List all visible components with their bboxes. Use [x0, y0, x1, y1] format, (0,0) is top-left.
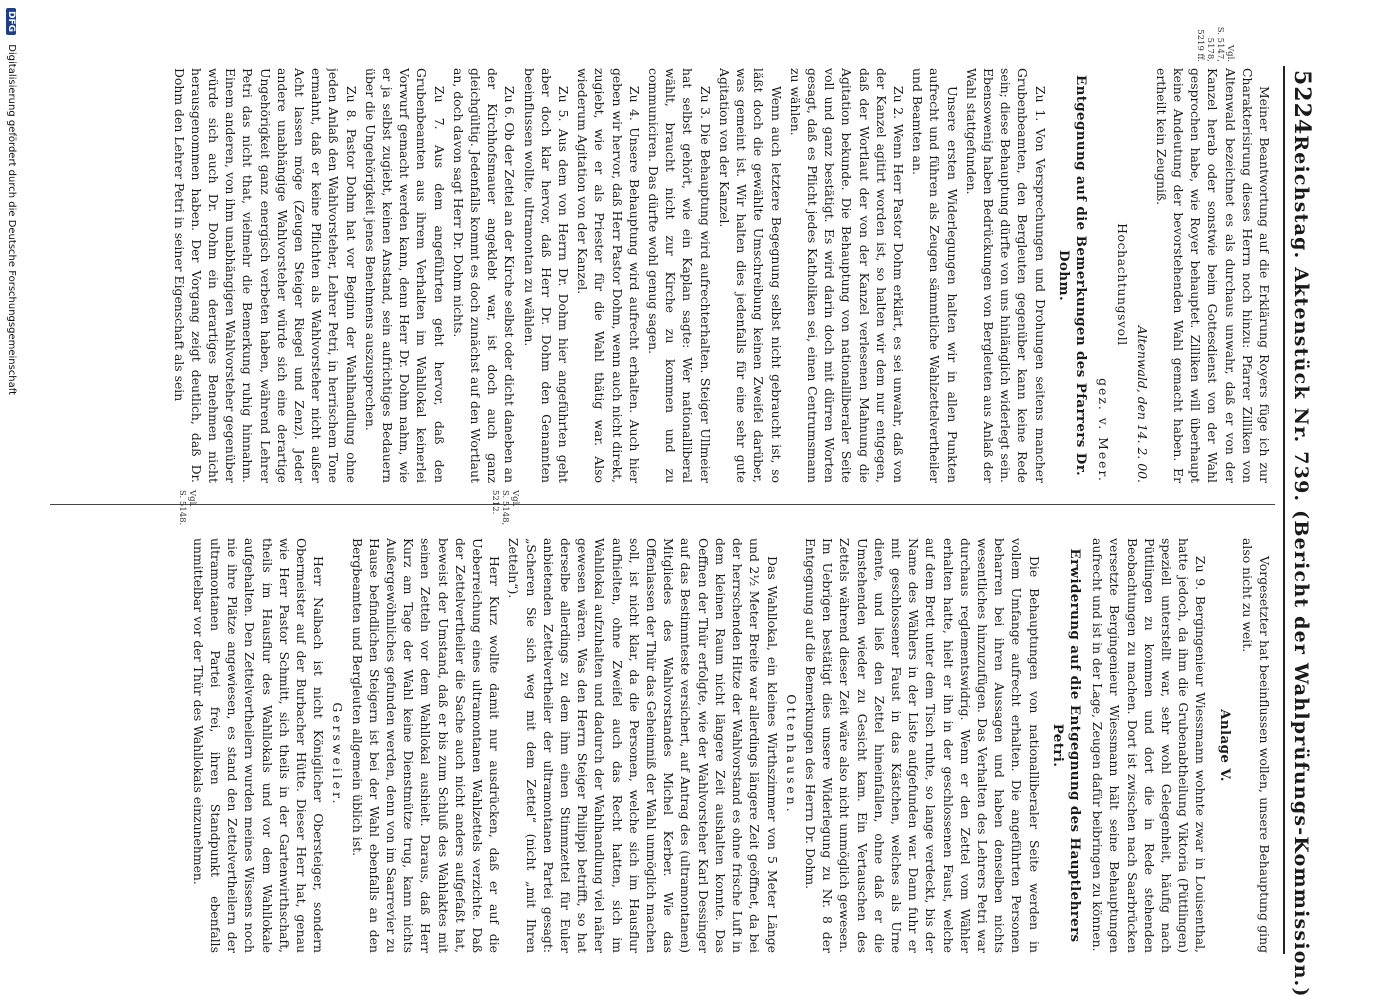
paragraph: Die Behauptungen von nationalliberaler Seite werden in vollem Umfange aufrecht erhalten. Die angeführten Personen beharren bei ihren Aussagen und haben denselben nichts wesentliches hinzuzufügen. Das Verhalten des Lehrers Petri war durchaus reglementswidrig. Wenn er den Zettel vom Wähler erhalten hatte, hielt er ihn in der geschlossenen Faust, welche auf dem Brett unter dem Tisch ruhte, so lange verdeckt, bis der Name des Wählers in der Liste aufgefunden war. Dann fuhr er mit geschlossener Faust in das Kästchen, welches als Urne diente, und ließ den Zettel hineinfallen, ohne daß er die Umstehenden wieder zu Gesicht kam. Ein Vertauschen des Zettels während dieser Zeit wäre also nicht unmöglich gewesen. Im Uebrigen bestätigt dies unsere Widerlegung zu Nr. 8 der Entgegnung auf die Bemerkungen des Herrn Dr. Dohm.	[802, 538, 1042, 953]
closing-salutation: Hochachtungsvoll	[1115, 223, 1131, 346]
intro-paragraph: Meiner Beantwortung auf die Erklärung Royers füge ich zur Charakterisirung dieses Herrn noch hinzu: Pfarrer Zilliken von Altenwald bezeichnet es als durchaus unwahr, daß er von der Kanzel herab oder sonstwie beim Gottesdienst von der Wahl gesprochen habe, wie Royer behauptet. Zilliken will überhaupt keine Andeutung der bevorstehenden Wahl gemacht haben. Er ertheilt kein Zeugniß.	[1153, 68, 1272, 483]
paragraph: Das Wahllokal, ein kleines Wirthszimmer von 5 Meter Länge und 2½ Meter Breite war allerdings längere Zeit geöffnet, da bei der herrschenden Hitze der Wahlvorstand es ohne frische Luft in dem kleinen Raum nicht längere Zeit aushalten konnte. Das Oeffnen der Thür erfolgte, wie der Wahlvorsteher Karl Dessinger auf das Bestimmteste versichert, auf Antrag des (ultramontanen) Mitgliedes des Wahlvorstandes Michel Kerber. Wie das Offenlassen der Thür das Geheimniß der Wahl unmöglich machen soll, ist nicht klar, da die Personen, welche sich im Hausflur aufhielten, ohne Zweifel auch das Recht hatten, sich im Wahllokal aufzuhalten und dadurch der Wahlhandlung viel näher gewesen wären. Was den Herrn Steiger Philippi betrifft, so hat derselbe allerdings zu dem ihm einen Stimmzettel für Euler anbietenden Zettelvertheiler der ultramontanen Partei gesagt: „Scheren Sie sich weg mit dem Zettel“ (nicht „mit Ihren Zetteln“).	[506, 538, 780, 953]
dateline: Altenwald, den 14. 2. 00.	[1134, 325, 1150, 483]
section-heading: Entgegnung auf die Bemerkungen des Pfarrers Dr. Dohm.	[1055, 74, 1089, 477]
page-header	[1289, 70, 1315, 998]
signature: gez. v. Meer.	[1096, 378, 1112, 483]
margin-ref-line: 5219 ff.	[1195, 29, 1205, 62]
margin-reference-3	[177, 490, 197, 534]
margin-ref-line: S. 5147,	[1215, 26, 1225, 62]
column-divider	[50, 504, 1275, 505]
margin-reference-1	[1195, 12, 1235, 62]
margin-ref-line: Vgl.	[510, 490, 520, 507]
paragraph: Unsere ersten Widerlegungen halten wir in allen Punkten aufrecht und führen als Zeugen sämmtliche Wahlzettelvertheiler und Beamten an.	[910, 68, 960, 483]
funding-note: Digitalisierung gefördert durch die Deutsche Forschungsgemeinschaft	[6, 44, 17, 396]
continuation-paragraph: Vorgesetzter hat beeinflussen wollen, unsere Behauptung ging also nicht zu weit.	[1239, 538, 1272, 953]
margin-ref-line: Vgl.	[1225, 45, 1235, 62]
paragraph: Zu 6. Ob der Zettel an der Kirche selbst oder dicht daneben an der Kirchhofsmauer angeklebt war, ist doch auch ganz gleichgültig. Jedenfalls kommt es doch zunächst auf den Wortlaut an, doch davon sagt Herr Dr. Dohm nichts.	[450, 68, 518, 483]
annex-label: Anlage V.	[1216, 709, 1233, 782]
place-heading-gersweiler: Gersweiler.	[330, 702, 346, 807]
paragraph: Zu 1. Von Versprechungen und Drohungen seitens mancher Grubenbeamten, den Bergleuten gegenüber kann keine Rede sein; diese Behauptung dürfte von uns hinlänglich widerlegt sein. Ebensowenig haben Bedrückungen von Bergleuten aus Anlaß der Wahl stattgefunden.	[963, 68, 1048, 483]
paragraph: Zu 3. Die Behauptung wird aufrechterhalten. Steiger Ullmeier hat selbst gehört, wie ein Kaplan sagte: Wer nationalliberal wählt, braucht nicht zur Kirche zu kommen und zu communiciren. Das dürfte wohl genug sagen.	[646, 68, 713, 483]
paragraph: Zu 9. Bergingenieur Wiessmann wohnte zwar in Louisenthal, hatte jedoch, da ihm die Grubenabtheilung Viktoria (Püttlingen) speziell unterstellt war, sehr wohl Gelegenheit, häufig nach Püttlingen zu kommen und dort die in Rede stehenden Beobachtungen zu machen. Dort ist zwischen nach Saarbrücken versetzte Bergingenieur Wiessmann hält seine Behauptungen aufrecht und ist in der Lage, Zeugen dafür beibringen zu können.	[1090, 538, 1209, 953]
paragraph: Zu 5. Aus dem von Herrn Dr. Dohm hier angeführten geht aber doch klar hervor, daß Herr Dr. Dohm den Genannten beeinflussen wollte, ultramontan zu wählen.	[521, 68, 572, 483]
margin-ref-line: Vgl.	[187, 490, 197, 507]
right-column	[53, 538, 1273, 953]
paragraph: Zu 7. Aus dem angeführten geht hervor, daß den Grubenbeamten aus ihrem Verhalten im Wahllokal keinerlei Vorwurf gemacht werden kann, denn Herr Dr. Dohm nahm, wie er ja selbst zugiebt, keinen Anstand, sein aufrichtiges Bedauern über die Ungehörigkeit jenes Benehmens auszusprechen.	[362, 68, 447, 483]
left-column	[53, 68, 1273, 483]
paragraph: Wenn auch letztere Begegnung selbst nicht gebraucht ist, so läßt doch die gewählte Umschreibung keinen Zweifel darüber, was gemeint ist. Wir halten dies jedenfalls für eine sehr gute Agitation von der Kanzel.	[716, 68, 784, 483]
page-title: Reichstag. Aktenstück Nr. 739. (Bericht der Wahlprüfungs-Kommission.)	[1290, 135, 1312, 998]
margin-ref-line: 5178,	[1205, 37, 1215, 62]
page-number: 5224	[1289, 70, 1315, 136]
paragraph: Herr Kurz wollte damit nur ausdrücken, daß er auf die Ueberreichung eines ultramontanen Wahlzettels verzichte. Daß der Zettelvertheiler die Sache auch nicht anders aufgefaßt hat, beweist der Umstand, daß er bis zum Schluß des Wahlaktes mit seinen Zetteln vor dem Wahllokal aushielt. Daraus, daß Herr Kurz am Tage der Wahl keine Dienstmütze trug, kann nichts Außergewöhnliches gefunden werden, denn von im Saarrevier zu Hause befindlichen Steigern ist bei der Wahl ebenfalls an den Bergbeamten und Bergleuten allgemein üblich ist.	[349, 538, 503, 953]
margin-ref-line: 5212.	[490, 490, 500, 515]
paragraph: Zu 2. Wenn Herr Pastor Dohm erklärt, es sei unwahr, daß von der Kanzel agitirt worden ist, so halten wir dem nur entgegen, daß der Wortlaut der von der Kanzel verlesenen Mahnung die Agitation bekunde. Die Behauptung von nationalliberaler Seite voll und ganz bestätigt. Es wird darin doch mit dürren Worten gesagt, daß es Pflicht jedes Katholiken sei, einen Centrumsmann zu wählen.	[787, 68, 906, 483]
margin-ref-line: S. 5148.	[177, 490, 187, 526]
paragraph: Zu 8. Pastor Dohm hat vor Beginn der Wahlhandlung ohne jeden Anlaß den Wahlvorsteher, Lehrer Petri, in herrischem Tone ermahnt, daß er keine Pflichten als Wahlvorsteher nicht außer Acht lassen möge (Zeugen Steiger Riegel und Zenz). Jeder andere unabhängige Wahlvorsteher würde sich eine derartige Ungehörigkeit ganz energisch verbeten haben, während Lehrer Petri das nicht that, vielmehr die Bemerkung ruhig hinnahm. Einem anderen, von ihm unabhängigen Wahlvorsteher gegenüber würde sich auch Dr. Dohm ein derartiges Benehmen nicht herausgenommen haben. Der Vorgang zeigt deutlich, daß Dr. Dohm den Lehrer Petri in seiner Eigenschaft als sein	[171, 68, 359, 483]
margin-reference-2	[490, 490, 520, 534]
margin-ref-line: S. 5148,	[500, 490, 510, 526]
paragraph: Zu 4. Unsere Behauptung wird aufrecht erhalten. Auch hier geben wir hervor, daß Herr Pastor Dohm, wenn auch nicht direkt, zugiebt, wie er als Priester für die Wahl thätig war. Also wiederum Agitation von der Kanzel.	[575, 68, 642, 483]
funding-footer	[6, 8, 17, 395]
header-rule	[1283, 66, 1285, 954]
section-heading: Erwiderung auf die Entgegnung des Hauptlehrers Petri.	[1049, 548, 1083, 943]
dfg-logo: DFG	[6, 8, 16, 35]
place-heading-ottenhausen: Ottenhausen.	[783, 694, 799, 815]
paragraph: Herr Nalbach ist nicht Königlicher Obersteiger, sondern Obermeister auf der Burbacher Hütte. Dieser Herr hat, genau wie Herr Pastor Schmitt, sich theils in der Gartenwirthschaft, theils im Hausflur des Wahllokals und vor dem Wahllokale aufgehalten. Den Zettelvertheilern wurden meines Wissens noch nie ihre Plätze angewiesen, es stand den Zettelvertheilern der ultramontanen Partei frei, ihren Standpunkt ebenfalls unmittelbar vor der Thür des Wahllokals einzunehmen.	[190, 538, 327, 953]
